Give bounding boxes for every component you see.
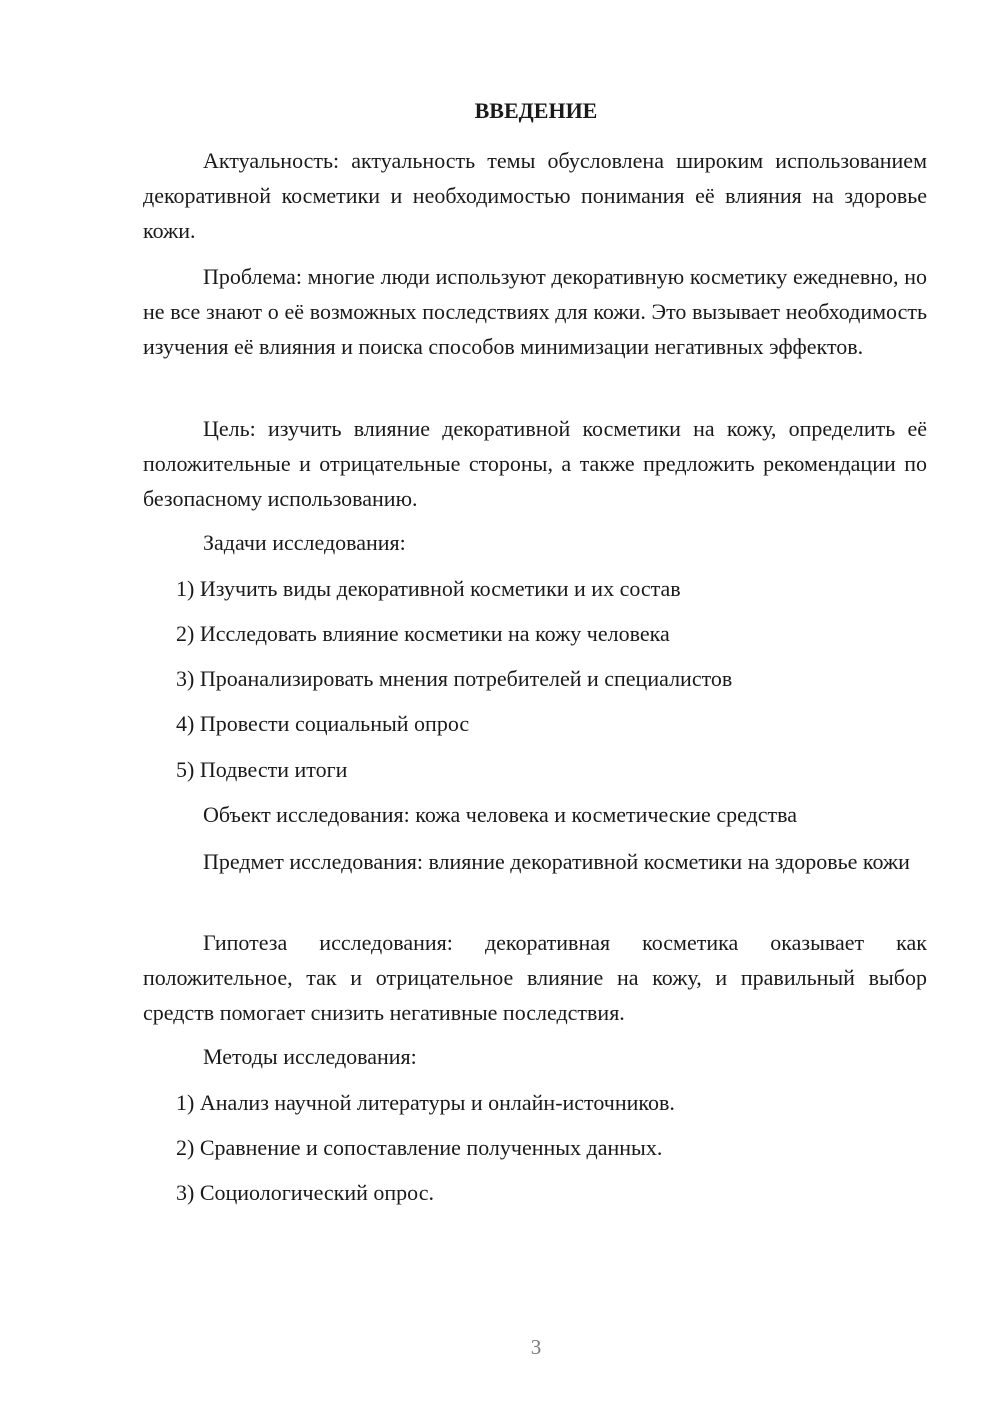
- method-item: 1) Анализ научной литературы и онлайн-источников.: [176, 1090, 675, 1115]
- page-number: 3: [530, 1335, 542, 1359]
- tasks-heading: Задачи исследования:: [203, 530, 406, 555]
- page-title: ВВЕДЕНИЕ: [474, 98, 598, 123]
- problem-paragraph: Проблема: многие люди используют декоративную косметику ежедневно, но не все знают о её возможных последствиях для кожи. Это вызывает необходимость изучения её влияния и поиска способов минимизации негативных эффектов.: [143, 264, 927, 359]
- task-item: 4) Провести социальный опрос: [176, 711, 470, 736]
- method-item: 3) Социологический опрос.: [176, 1180, 434, 1205]
- subject-paragraph: Предмет исследования: влияние декоративной косметики на здоровье кожи: [203, 849, 910, 874]
- task-item: 5) Подвести итоги: [176, 757, 348, 782]
- object-line: Объект исследования: кожа человека и косметические средства: [203, 802, 797, 827]
- goal-paragraph: Цель: изучить влияние декоративной косметики на кожу, определить её положительные и отрицательные стороны, а также предложить рекомендации по безопасному использованию.: [143, 416, 927, 511]
- method-item: 2) Сравнение и сопоставление полученных данных.: [176, 1135, 663, 1160]
- relevance-paragraph: Актуальность: актуальность темы обусловлена широким использованием декоративной косметики и необходимостью понимания её влияния на здоровье кожи.: [143, 148, 927, 243]
- task-item: 1) Изучить виды декоративной косметики и их состав: [176, 576, 681, 601]
- hypothesis-paragraph: Гипотеза исследования: декоративная косметика оказывает как положительное, так и отрицательное влияние на кожу, и правильный выбор средств помогает снизить негативные последствия.: [143, 930, 927, 1025]
- methods-heading: Методы исследования:: [203, 1044, 417, 1069]
- task-item: 3) Проанализировать мнения потребителей и специалистов: [176, 666, 733, 691]
- task-item: 2) Исследовать влияние косметики на кожу человека: [176, 621, 670, 646]
